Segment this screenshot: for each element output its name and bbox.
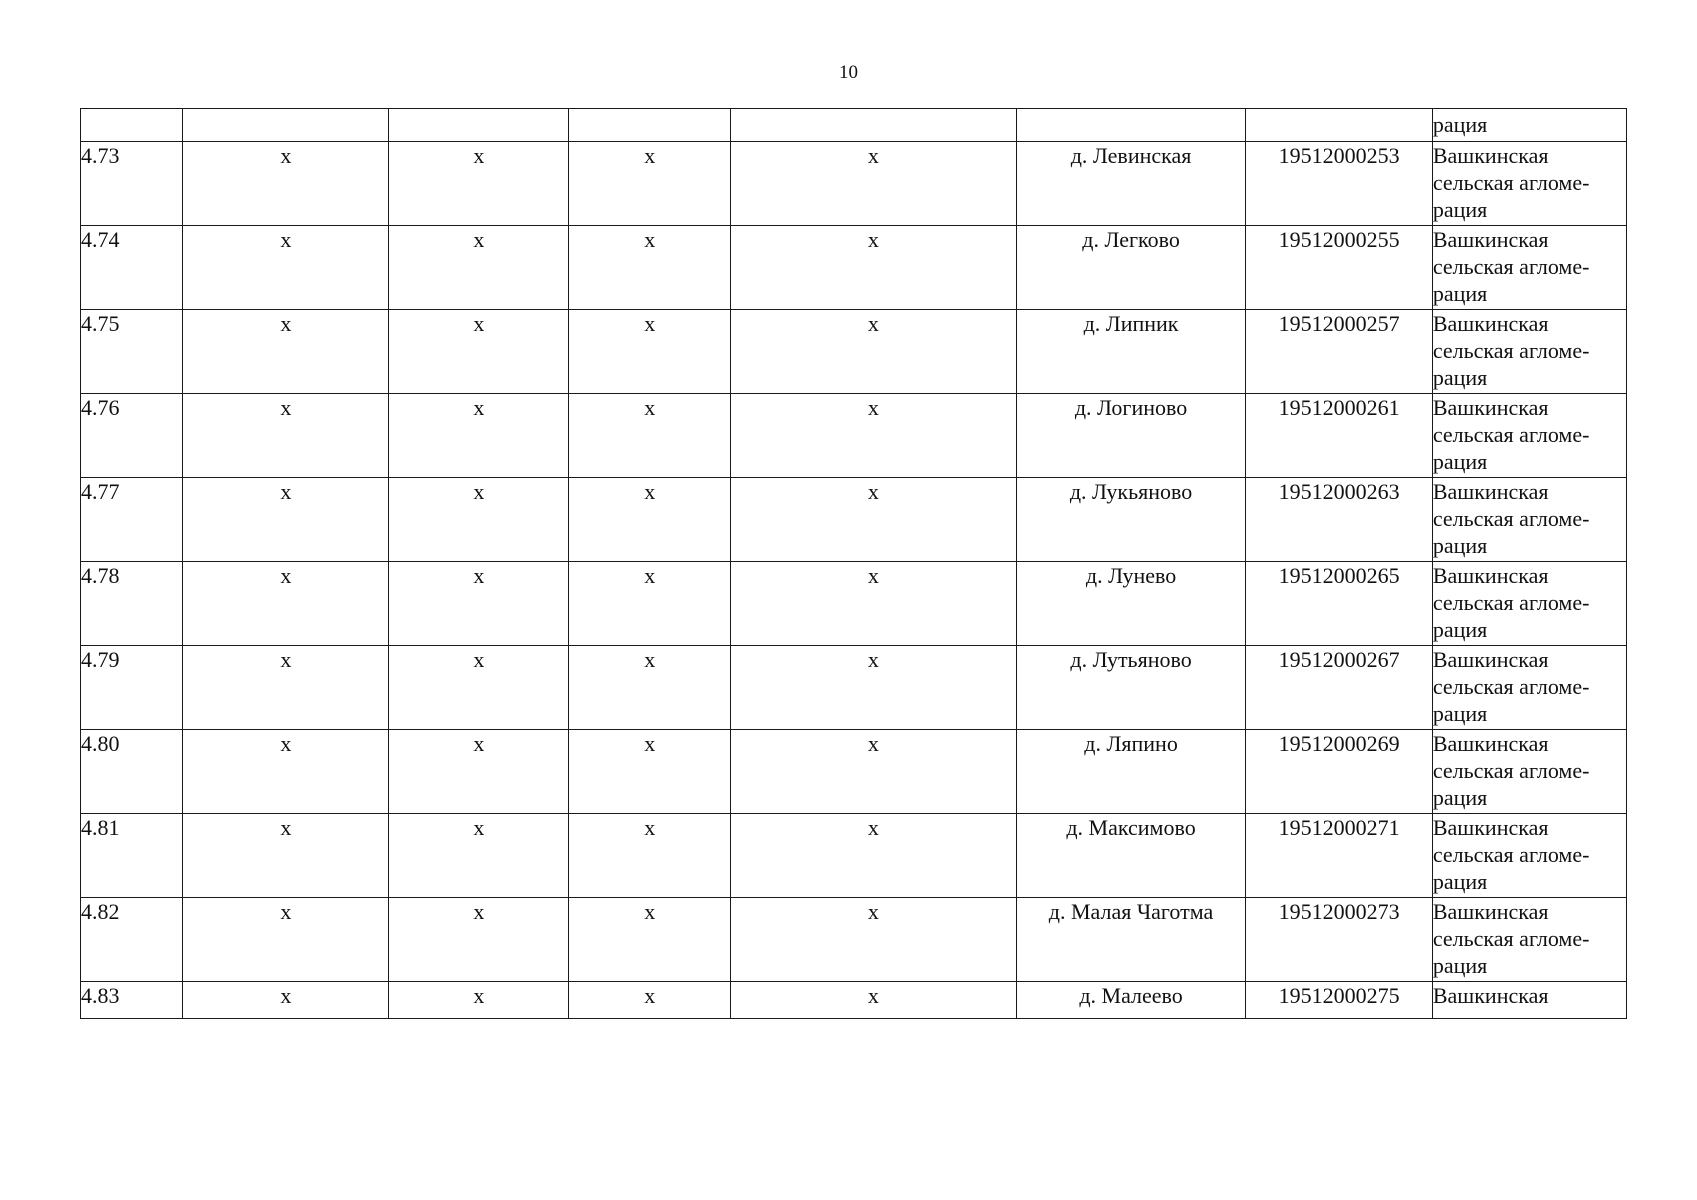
cell-x: х [731,562,1017,646]
cell-code: 19512000271 [1246,814,1433,898]
agglomeration-line: рация [1432,785,1488,810]
cell-settlement-name: д. Лукьяново [1016,478,1246,562]
cell-settlement-name: д. Липник [1016,310,1246,394]
agglomeration-line: Вашкинская [1432,143,1549,168]
cell-code: 19512000275 [1246,982,1433,1019]
table-row [81,982,1627,1019]
cell-x: х [731,646,1017,730]
cell-number: 4.77 [81,478,183,562]
cell-x: х [731,142,1017,226]
agglomeration-line: сельская агломе- [1432,338,1590,363]
cell-agglomeration [1432,898,1626,982]
cell-x: х [731,226,1017,310]
cell-code: 19512000273 [1246,898,1433,982]
cell-x: х [389,562,569,646]
table-row [81,562,1627,646]
cell-agglomeration [1432,730,1626,814]
cell-agglomeration [1432,562,1626,646]
agglomeration-line: рация [1432,701,1488,726]
cell-agglomeration [1432,982,1626,1019]
cell-number: 4.80 [81,730,183,814]
cell-x [569,109,731,142]
cell-x: х [389,730,569,814]
cell-code: 19512000257 [1246,310,1433,394]
cell-number: 4.82 [81,898,183,982]
cell-x [183,109,389,142]
cell-x: х [569,730,731,814]
cell-agglomeration [1432,310,1626,394]
cell-number: 4.75 [81,310,183,394]
cell-x: х [389,142,569,226]
cell-number: 4.78 [81,562,183,646]
cell-x: х [183,142,389,226]
cell-number: 4.76 [81,394,183,478]
settlements-table [80,108,1627,1019]
agglomeration-line: Вашкинская [1432,983,1549,1008]
agglomeration-line: сельская агломе- [1432,506,1590,531]
agglomeration-line: рация [1432,449,1488,474]
cell-x: х [731,394,1017,478]
cell-x: х [389,898,569,982]
agglomeration-line: сельская агломе- [1432,674,1590,699]
cell-settlement-name: д. Логиново [1016,394,1246,478]
cell-x: х [569,310,731,394]
table-row [81,646,1627,730]
table-row [81,478,1627,562]
cell-x: х [569,394,731,478]
agglomeration-line: рация [1432,533,1488,558]
cell-code: 19512000261 [1246,394,1433,478]
cell-code: 19512000255 [1246,226,1433,310]
cell-x: х [569,646,731,730]
cell-x: х [183,394,389,478]
cell-code: 19512000269 [1246,730,1433,814]
cell-x: х [731,730,1017,814]
cell-settlement-name: д. Малеево [1016,982,1246,1019]
cell-settlement-name: д. Лунево [1016,562,1246,646]
agglomeration-line: сельская агломе- [1432,926,1590,951]
agglomeration-line: Вашкинская [1432,227,1549,252]
table-row [81,394,1627,478]
cell-settlement-name: д. Лутьяново [1016,646,1246,730]
agglomeration-line: рация [1432,281,1488,306]
cell-code: 19512000265 [1246,562,1433,646]
cell-code [1246,109,1433,142]
cell-number [81,109,183,142]
table-row [81,730,1627,814]
cell-code: 19512000263 [1246,478,1433,562]
agglomeration-line: Вашкинская [1432,563,1549,588]
cell-x: х [183,478,389,562]
agglomeration-line: Вашкинская [1432,479,1549,504]
cell-x: х [183,814,389,898]
cell-settlement-name: д. Левинская [1016,142,1246,226]
table-row [81,142,1627,226]
cell-agglomeration [1432,814,1626,898]
cell-settlement-name [1016,109,1246,142]
cell-agglomeration: рация [1432,109,1626,142]
cell-agglomeration [1432,478,1626,562]
agglomeration-line: рация [1432,869,1488,894]
cell-x: х [569,814,731,898]
cell-x: х [389,646,569,730]
cell-x: х [389,310,569,394]
agglomeration-line: Вашкинская [1432,395,1549,420]
cell-number: 4.83 [81,982,183,1019]
table-row [81,310,1627,394]
cell-x: х [569,142,731,226]
agglomeration-line: Вашкинская [1432,899,1549,924]
cell-x: х [569,562,731,646]
page-number: 10 [839,62,858,83]
cell-x: х [183,226,389,310]
cell-agglomeration [1432,142,1626,226]
agglomeration-line: рация [1432,617,1488,642]
cell-x: х [731,478,1017,562]
agglomeration-line: сельская агломе- [1432,170,1590,195]
cell-x: х [389,478,569,562]
cell-x: х [389,814,569,898]
cell-x: х [183,562,389,646]
cell-settlement-name: д. Ляпино [1016,730,1246,814]
table-row [81,898,1627,982]
cell-agglomeration [1432,226,1626,310]
cell-x: х [183,982,389,1019]
cell-x: х [731,310,1017,394]
agglomeration-line: Вашкинская [1432,731,1549,756]
agglomeration-line: Вашкинская [1432,815,1549,840]
cell-x: х [569,478,731,562]
table-row-continuation [81,109,1627,142]
cell-settlement-name: д. Малая Чаготма [1016,898,1246,982]
cell-x: х [569,898,731,982]
agglomeration-line: сельская агломе- [1432,254,1590,279]
agglomeration-line: Вашкинская [1432,311,1549,336]
agglomeration-line: сельская агломе- [1432,590,1590,615]
cell-agglomeration [1432,394,1626,478]
agglomeration-line: рация [1432,365,1488,390]
table-row [81,814,1627,898]
agglomeration-line: сельская агломе- [1432,422,1590,447]
cell-x: х [183,646,389,730]
cell-agglomeration [1432,646,1626,730]
cell-settlement-name: д. Легково [1016,226,1246,310]
agglomeration-line: Вашкинская [1432,647,1549,672]
table-body [81,109,1627,1019]
cell-x: х [569,226,731,310]
cell-x: х [731,814,1017,898]
agglomeration-line: рация [1432,197,1488,222]
cell-code: 19512000253 [1246,142,1433,226]
cell-number: 4.79 [81,646,183,730]
cell-x: х [389,982,569,1019]
cell-x: х [731,982,1017,1019]
cell-x: х [183,730,389,814]
cell-code: 19512000267 [1246,646,1433,730]
cell-x: х [389,226,569,310]
cell-number: 4.81 [81,814,183,898]
cell-number: 4.74 [81,226,183,310]
cell-x: х [731,898,1017,982]
agglomeration-line: сельская агломе- [1432,758,1590,783]
cell-number: 4.73 [81,142,183,226]
cell-x: х [389,394,569,478]
agglomeration-line: рация [1432,953,1488,978]
cell-x [731,109,1017,142]
cell-x: х [183,310,389,394]
cell-settlement-name: д. Максимово [1016,814,1246,898]
cell-x [389,109,569,142]
cell-x: х [183,898,389,982]
agglomeration-line: сельская агломе- [1432,842,1590,867]
table-row [81,226,1627,310]
cell-x: х [569,982,731,1019]
